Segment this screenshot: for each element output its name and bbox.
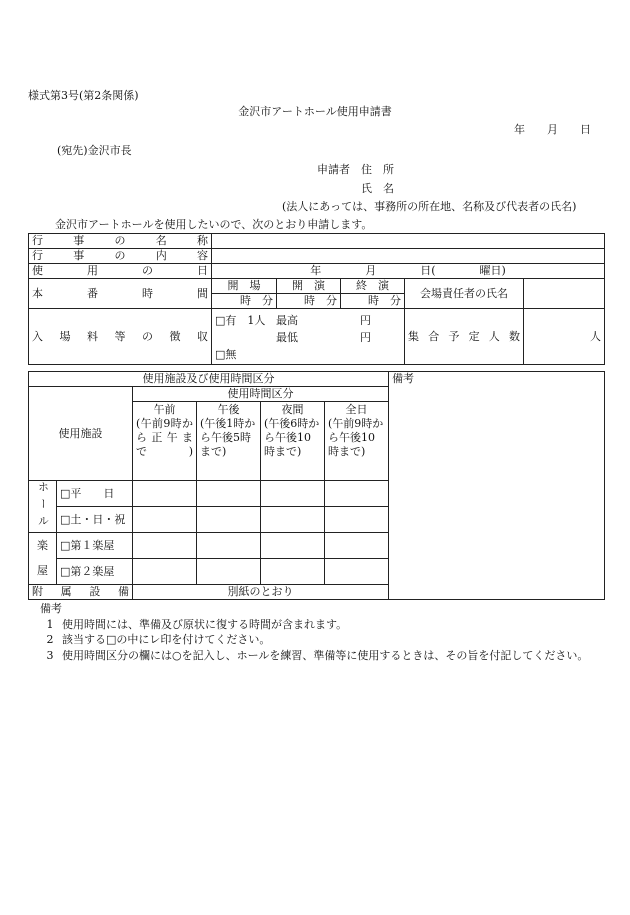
end-show-label: 終 演	[341, 279, 405, 294]
name-label: 氏 名	[361, 182, 394, 195]
performance-time-label: 本番時間	[32, 286, 208, 300]
fee-min-label: 最低	[276, 330, 298, 344]
cell-green2-afternoon[interactable]	[197, 559, 261, 585]
equipment-value: 別紙のとおり	[133, 585, 389, 600]
hall-label: ホール	[36, 481, 50, 532]
green-room-label-top: 楽	[29, 533, 57, 559]
cell-holiday-evening[interactable]	[261, 507, 325, 533]
note-item	[38, 648, 608, 664]
remarks-label: 備考	[392, 372, 415, 385]
slot-afternoon-desc: (午後1時から午後5時まで)	[200, 417, 256, 458]
use-date-field[interactable]: 年 月 日( 曜日)	[212, 264, 605, 279]
cell-green1-morning[interactable]	[133, 533, 197, 559]
event-content-field[interactable]	[212, 249, 605, 264]
slot-morning-desc: (午前9時から正午まで)	[136, 417, 193, 458]
slot-allday	[325, 402, 389, 481]
facility-label: 使用施設	[29, 387, 133, 481]
event-content-label: 行事の内容	[32, 249, 208, 262]
addressee: (宛先)金沢市長	[57, 144, 132, 157]
slot-allday-desc: (午前9時から午後10時まで)	[328, 417, 384, 458]
facility-table	[28, 371, 605, 600]
open-venue-time[interactable]: 時 分	[212, 294, 277, 309]
fee-yes-checkbox[interactable]: □有 1人	[215, 313, 266, 327]
fee-max-label: 最高	[276, 313, 298, 327]
manager-name-field[interactable]	[524, 279, 605, 309]
applicant-label: 申請者	[317, 163, 350, 176]
cell-green2-allday[interactable]	[325, 559, 389, 585]
note-text: 該当する□の中にレ印を付けてください。	[62, 633, 271, 646]
hall-weekday-checkbox[interactable]: □平 日	[57, 481, 133, 507]
expected-attendance-field[interactable]: 人	[524, 309, 605, 365]
cell-weekday-allday[interactable]	[325, 481, 389, 507]
use-date-label: 使用の日	[32, 264, 208, 277]
fee-no-checkbox[interactable]: □無	[215, 347, 237, 361]
hall-label-cell	[29, 481, 57, 533]
note-number: 1	[46, 617, 54, 631]
open-venue-label: 開 場	[212, 279, 277, 294]
fee-label: 入場料等の徴収	[32, 329, 208, 343]
cell-green1-afternoon[interactable]	[197, 533, 261, 559]
form-number: 様式第3号(第2条関係)	[28, 89, 139, 102]
note-item	[38, 617, 608, 633]
cell-holiday-afternoon[interactable]	[197, 507, 261, 533]
slot-afternoon	[197, 402, 261, 481]
slot-allday-title: 全日	[345, 403, 368, 416]
equipment-label: 附属設備	[32, 585, 129, 598]
application-table	[28, 233, 605, 365]
slot-afternoon-title: 午後	[217, 403, 240, 416]
expected-attendance-label: 集合予定人数	[408, 329, 520, 343]
cell-green2-evening[interactable]	[261, 559, 325, 585]
date-line: 年 月 日	[514, 123, 591, 136]
fee-field[interactable]	[212, 309, 405, 365]
hall-holiday-checkbox[interactable]: □土・日・祝	[57, 507, 133, 533]
corporation-note: (法人にあっては、事務所の所在地、名称及び代表者の氏名)	[282, 200, 577, 213]
note-number: 3	[46, 648, 54, 662]
event-name-field[interactable]	[212, 234, 605, 249]
slot-evening	[261, 402, 325, 481]
cell-green1-evening[interactable]	[261, 533, 325, 559]
cell-holiday-morning[interactable]	[133, 507, 197, 533]
cell-holiday-allday[interactable]	[325, 507, 389, 533]
fee-min-yen: 円	[360, 330, 371, 344]
green-room-1-checkbox[interactable]: □第１楽屋	[57, 533, 133, 559]
remarks-cell[interactable]	[389, 372, 605, 600]
address-label: 住 所	[361, 163, 394, 176]
cell-green2-morning[interactable]	[133, 559, 197, 585]
notes-title: 備考	[40, 602, 62, 615]
intro-text: 金沢市アートホールを使用したいので、次のとおり申請します。	[55, 218, 373, 231]
note-text: 使用時間区分の欄には○を記入し、ホールを練習、準備等に使用するときは、その旨を付記してください。	[62, 648, 589, 662]
slot-evening-title: 夜間	[281, 403, 304, 416]
note-number: 2	[46, 633, 54, 646]
open-show-label: 開 演	[277, 279, 341, 294]
event-name-label: 行事の名称	[32, 234, 208, 247]
manager-name-label: 会場責任者の氏名	[405, 279, 524, 309]
notes-section	[38, 601, 608, 663]
note-text: 使用時間には、準備及び原状に復する時間が含まれます。	[62, 617, 348, 631]
slot-evening-desc: (午後6時から午後10時まで)	[264, 417, 320, 458]
facility-header: 使用施設及び使用時間区分	[29, 372, 389, 387]
note-item	[38, 632, 608, 648]
time-division-label: 使用時間区分	[133, 387, 389, 402]
cell-weekday-evening[interactable]	[261, 481, 325, 507]
slot-morning-title: 午前	[153, 403, 176, 416]
green-room-2-checkbox[interactable]: □第２楽屋	[57, 559, 133, 585]
cell-weekday-afternoon[interactable]	[197, 481, 261, 507]
slot-morning	[133, 402, 197, 481]
cell-weekday-morning[interactable]	[133, 481, 197, 507]
cell-green1-allday[interactable]	[325, 533, 389, 559]
green-room-label-bottom: 屋	[29, 559, 57, 585]
fee-max-yen: 円	[360, 313, 371, 327]
end-show-time[interactable]: 時 分	[341, 294, 405, 309]
document-title: 金沢市アートホール使用申請書	[238, 105, 392, 118]
open-show-time[interactable]: 時 分	[277, 294, 341, 309]
